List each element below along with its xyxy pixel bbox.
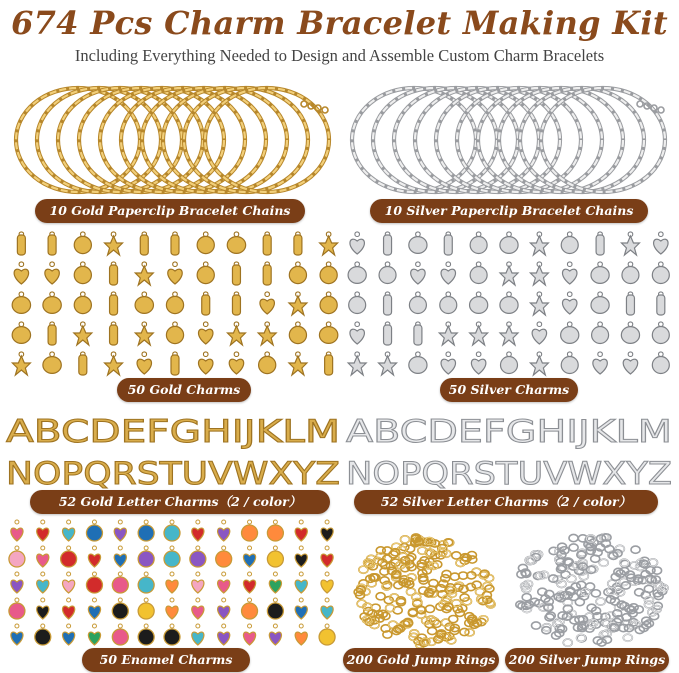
page-title: 674 Pcs Charm Bracelet Making Kit (11, 4, 668, 42)
silver-jump-rings-label: 200 Silver Jump Rings (505, 648, 669, 672)
gold-chains-image (8, 82, 340, 200)
gold-letters-label: 52 Gold Letter Charms（2 / color） (30, 490, 330, 514)
gold-charms-image (6, 228, 344, 378)
gold-letters-row-1: ABCDEFGHIJKLM (6, 414, 340, 450)
enamel-charms-label: 50 Enamel Charms (82, 648, 250, 672)
enamel-charms-image (4, 518, 340, 648)
gold-jump-rings-image (350, 530, 500, 652)
silver-chains-label: 10 Silver Paperclip Bracelet Chains (370, 199, 648, 223)
page-subtitle: Including Everything Needed to Design and Assemble Custom Charm Bracelets (74, 46, 605, 65)
silver-letters-row-2: NOPQRSTUVWXYZ (346, 456, 672, 490)
silver-letter-charms-image (344, 406, 676, 490)
gold-letters-row-2: NOPQRSTUVWXYZ (6, 456, 340, 490)
silver-charms-label: 50 Silver Charms (440, 378, 578, 402)
gold-charms-label: 50 Gold Charms (117, 378, 251, 402)
silver-letters-label: 52 Silver Letter Charms（2 / color） (354, 490, 658, 514)
gold-letter-charms-image (4, 406, 344, 490)
silver-jump-rings-image (510, 530, 670, 652)
silver-letters-row-1: ABCDEFGHIJKLM (346, 414, 672, 450)
silver-charms-image (342, 228, 676, 378)
gold-chains-label: 10 Gold Paperclip Bracelet Chains (35, 199, 305, 223)
silver-chains-image (344, 82, 676, 200)
gold-jump-rings-label: 200 Gold Jump Rings (343, 648, 499, 672)
